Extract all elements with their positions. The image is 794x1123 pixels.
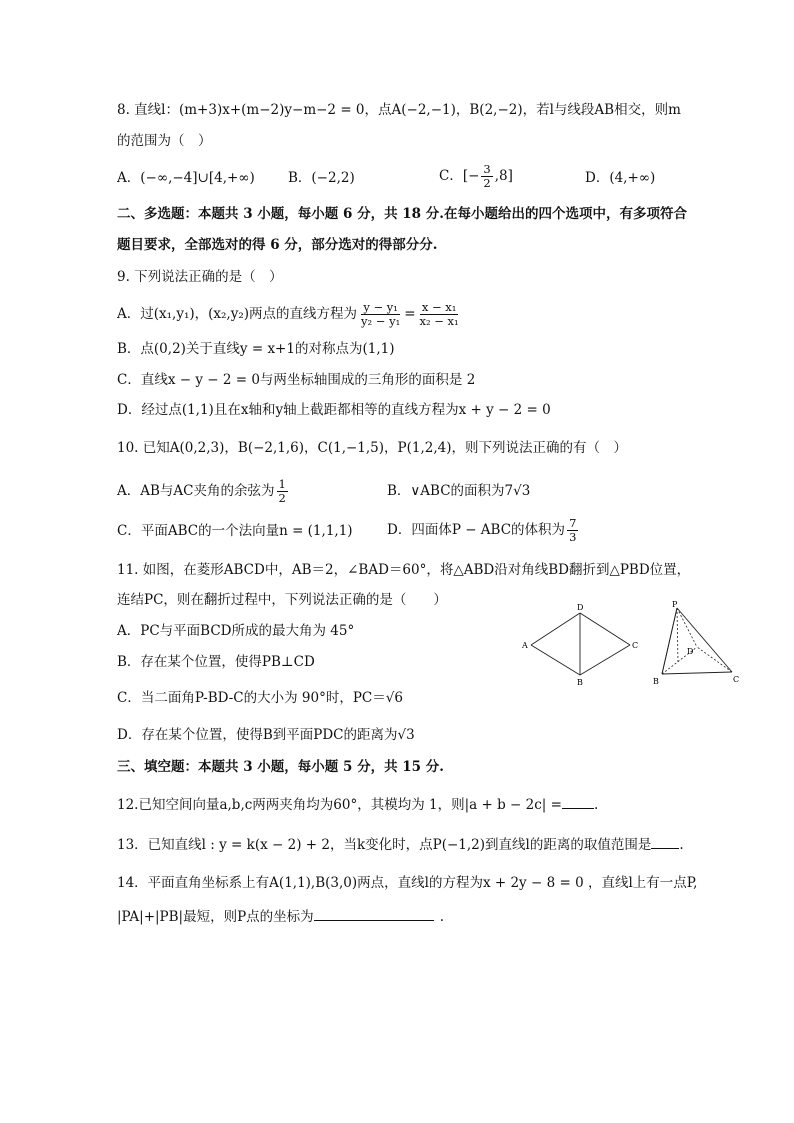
- q9-option-b: B．点(0,2)关于直线y = x+1的对称点为(1,1): [117, 341, 395, 357]
- q10-stem: 10. 已知A(0,2,3)，B(−2,1,6)，C(1,−1,5)，P(1,2,4)，则下列说法正确的有（ ）: [117, 440, 628, 456]
- q10-option-d-denominator: 3: [569, 530, 577, 544]
- q9-option-a-numerator-1: y − y₁: [363, 300, 398, 314]
- q10-option-d: [387, 514, 580, 546]
- rhombus-label-c: C: [632, 641, 639, 650]
- rhombus-edge-ad: [531, 613, 580, 645]
- q14-stem-line1: 14．平面直角坐标系上有A(1,1),B(3,0)两点，直线l的方程为x + 2y − 8 = 0 ，直线l上有一点P,: [117, 875, 698, 891]
- q8-option-d: D．(4,+∞): [585, 170, 656, 186]
- q10-option-b: B．∨ABC的面积为7√3: [387, 483, 531, 499]
- q9-option-a-denominator-1: y₂ − y₁: [361, 314, 401, 328]
- tetrahedron-figure: [650, 598, 745, 688]
- q10-option-d-fraction: [567, 517, 578, 544]
- section2-heading-line1: 二、多选题：本题共 3 小题，每小题 6 分，共 18 分.在每小题给出的四个选项中，有多项符合: [117, 206, 687, 222]
- q11-option-b: B．存在某个位置，使得PB⊥CD: [117, 654, 315, 670]
- q11-option-a: A．PC与平面BCD所成的最大角为 45°: [117, 623, 355, 639]
- section3-heading: 三、填空题：本题共 3 小题，每小题 5 分，共 15 分.: [117, 759, 444, 775]
- q12-answer-blank[interactable]: [562, 796, 594, 809]
- rhombus-label-b: B: [577, 678, 583, 686]
- q10-option-a-pre: A．AB与AC夹角的余弦为: [117, 483, 275, 499]
- q14-answer-blank[interactable]: [314, 908, 434, 921]
- rhombus-edge-cb: [580, 645, 630, 675]
- q10-option-d-pre: D．四面体P − ABC的体积为: [387, 522, 566, 538]
- q11-stem-line1: 11. 如图，在菱形ABCD中，AB＝2，∠BAD＝60°，将△ABD沿对角线BD翻折到△PBD位置，: [117, 562, 691, 578]
- q12-text: 12.已知空间向量a,b,c两两夹角均为60°，其模均为 1，则|a + b − 2c| =: [117, 797, 562, 813]
- q10-option-a-fraction: [277, 478, 288, 505]
- q9-option-a-equals: =: [404, 306, 416, 322]
- q12-stem: [117, 796, 598, 814]
- q8-option-b: B．(−2,2): [288, 170, 355, 186]
- q14-end: .: [439, 909, 444, 925]
- q10-option-a-denominator: 2: [278, 491, 286, 505]
- q10-option-d-numerator: 7: [569, 516, 577, 530]
- q8-option-c-numerator: 3: [483, 162, 491, 176]
- q10-option-a: [117, 475, 290, 507]
- q14-stem-line2: [117, 908, 444, 926]
- q11-option-d: D．存在某个位置，使得B到平面PDC的距离为√3: [117, 727, 415, 743]
- q8-option-c-denominator: 2: [483, 176, 491, 190]
- tetra-label-d: D: [687, 647, 694, 656]
- tetra-edge-bc: [662, 672, 732, 674]
- tetra-label-c: C: [733, 675, 740, 684]
- q13-text: 13．已知直线l : y = k(x − 2) + 2，当k变化时，点P(−1,2)到直线l的距离的取值范围是: [117, 837, 652, 853]
- q11-option-c: C．当二面角P-BD-C的大小为 90°时，PC＝√6: [117, 690, 403, 706]
- q11-stem-line2: 连结PC，则在翻折过程中，下列说法正确的是（ ）: [117, 592, 447, 608]
- q8-option-c: [439, 160, 513, 192]
- q10-option-c: C．平面ABC的一个法向量n = (1,1,1): [117, 523, 353, 539]
- rhombus-label-a: A: [522, 641, 528, 650]
- q9-option-a: [117, 298, 463, 330]
- q13-answer-blank[interactable]: [651, 836, 679, 849]
- tetra-edge-cd: [697, 647, 732, 672]
- q12-end: .: [593, 797, 599, 813]
- q9-option-a-fraction-1: [359, 301, 402, 328]
- rhombus-edge-ba: [531, 645, 580, 675]
- q9-option-a-denominator-2: x₂ − x₁: [419, 314, 459, 328]
- q13-end: .: [679, 837, 684, 853]
- q8-stem-line2: 的范围为（ ）: [117, 133, 212, 149]
- q8-stem-line1: 8. 直线l：(m+3)x+(m−2)y−m−2 = 0，点A(−2,−1)，B(2,−2)，若l与线段AB相交，则m: [117, 102, 681, 118]
- q9-option-a-numerator-2: x − x₁: [421, 300, 457, 314]
- q9-option-c: C．直线x − y − 2 = 0与两坐标轴围成的三角形的面积是 2: [117, 372, 476, 388]
- rhombus-edge-dc: [580, 613, 630, 645]
- tetra-edge-pc: [677, 608, 732, 672]
- q9-stem: 9. 下列说法正确的是（ ）: [117, 269, 283, 285]
- q9-option-a-fraction-2: [418, 301, 461, 328]
- tetra-dashed-height: [677, 608, 678, 662]
- tetra-label-p: P: [672, 600, 678, 609]
- q10-option-a-numerator: 1: [278, 477, 286, 491]
- rhombus-label-d: D: [577, 603, 584, 612]
- section2-heading-line2: 题目要求，全部选对的得 6 分，部分选对的得部分分.: [117, 237, 438, 253]
- q8-option-a: A．(−∞,−4]∪[4,+∞): [117, 170, 255, 186]
- q9-option-d: D．经过点(1,1)且在x轴和y轴上截距都相等的直线方程为x + y − 2 = 0: [117, 402, 551, 418]
- q8-option-c-fraction: [481, 163, 492, 190]
- rhombus-figure: [517, 602, 647, 686]
- q13-stem: [117, 836, 684, 854]
- q14-text: |PA|+|PB|最短，则P点的坐标为: [117, 909, 314, 925]
- q8-option-c-pre: C．[−: [439, 168, 480, 184]
- q8-option-c-post: ,8]: [494, 168, 513, 184]
- tetra-label-b: B: [653, 677, 659, 686]
- q9-option-a-pre: A．过(x₁,y₁)，(x₂,y₂)两点的直线方程为: [117, 306, 358, 322]
